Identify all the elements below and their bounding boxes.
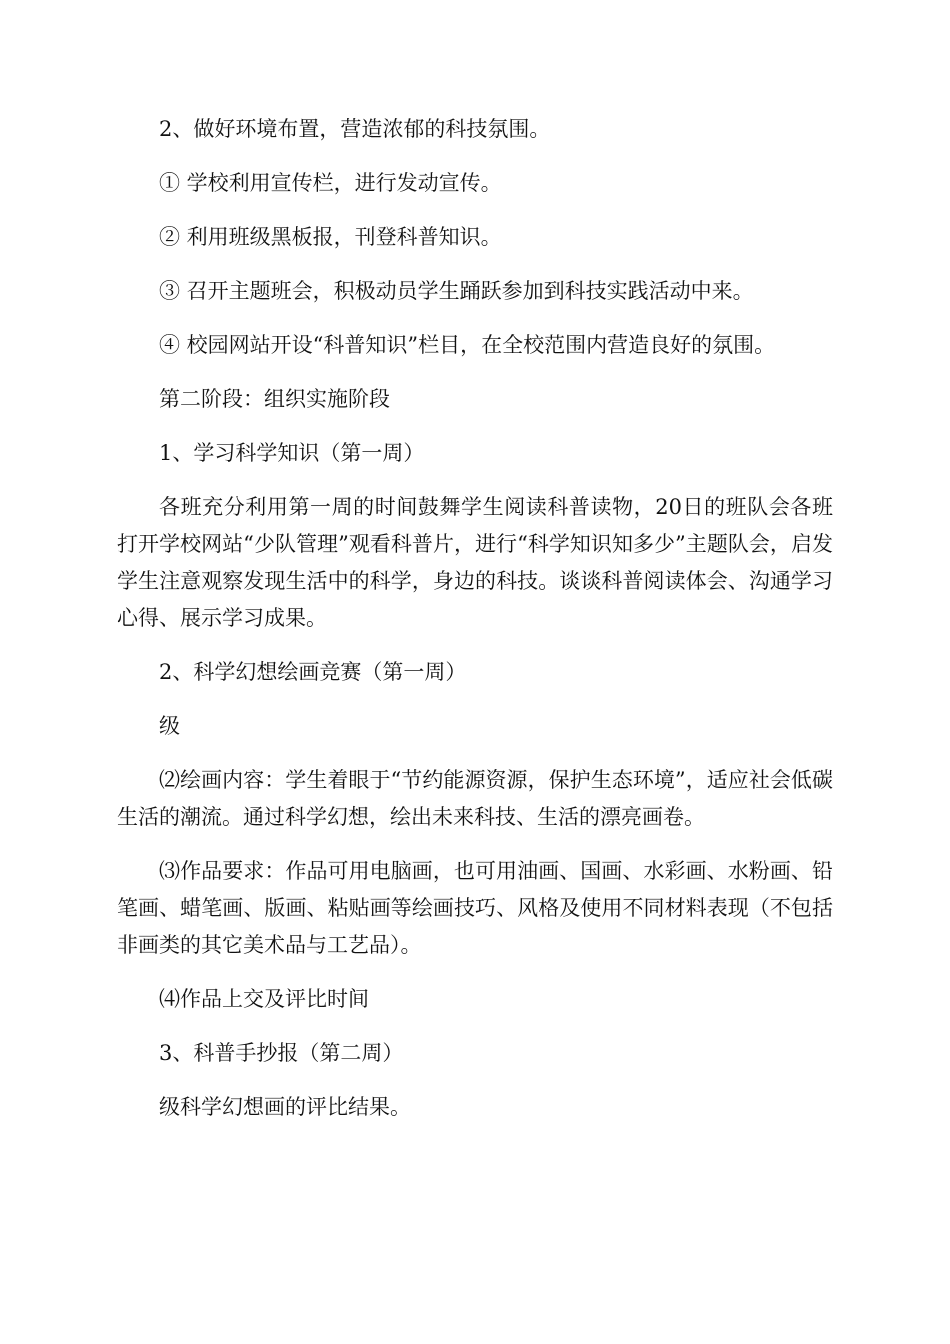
list-item: ① 学校利用宣传栏，进行发动宣传。 <box>159 171 502 195</box>
section-heading: 2、科学幻想绘画竞赛（第一周） <box>159 660 467 684</box>
list-item: ④ 校园网站开设“科普知识”栏目，在全校范围内营造良好的氛围。 <box>159 333 776 357</box>
section-heading: 3、科普手抄报（第二周） <box>159 1041 404 1065</box>
body-paragraph: 级 <box>159 714 180 738</box>
body-paragraph: ⑷作品上交及评比时间 <box>159 987 369 1011</box>
body-paragraph: 各班充分利用第一周的时间鼓舞学生阅读科普读物，20日的班队会各班打开学校网站“少队管理”观看科普片，进行“科学知识知多少”主题队会，启发学生注意观察发现生活中的科学，身边的科技。谈谈科普阅读体会、沟通学习心得、展示学习成果。 <box>117 495 833 630</box>
stage-heading: 第二阶段：组织实施阶段 <box>159 387 390 411</box>
list-item: ② 利用班级黑板报，刊登科普知识。 <box>159 225 502 249</box>
body-paragraph: 级科学幻想画的评比结果。 <box>159 1095 411 1119</box>
section-heading: 2、做好环境布置，营造浓郁的科技氛围。 <box>159 117 551 141</box>
section-heading: 1、学习科学知识（第一周） <box>159 441 425 465</box>
list-item: ③ 召开主题班会，积极动员学生踊跃参加到科技实践活动中来。 <box>159 279 754 303</box>
body-paragraph: ⑵绘画内容：学生着眼于“节约能源资源，保护生态环境”，适应社会低碳生活的潮流。通过科学幻想，绘出未来科技、生活的漂亮画卷。 <box>117 768 833 829</box>
body-paragraph: ⑶作品要求：作品可用电脑画，也可用油画、国画、水彩画、水粉画、铅笔画、蜡笔画、版画、粘贴画等绘画技巧、风格及使用不同材料表现（不包括非画类的其它美术品与工艺品）。 <box>117 859 833 957</box>
document-body <box>117 111 833 1143</box>
